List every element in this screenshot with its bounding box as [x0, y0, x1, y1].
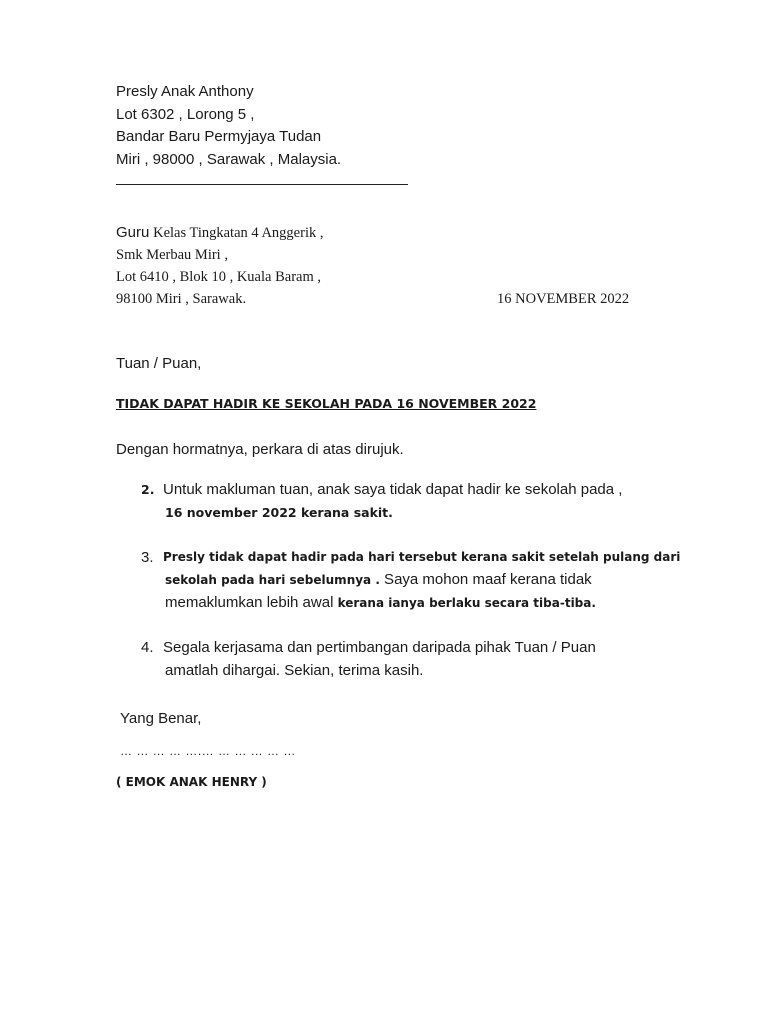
- item-3-line-2-bold: sekolah pada hari sebelumnya .: [165, 573, 380, 587]
- item-3-line-2-rest: Saya mohon maaf kerana tidak: [379, 571, 592, 588]
- item-3-line-3-plain: memaklumkan lebih awal: [165, 594, 334, 611]
- letter-date: 16 NOVEMBER 2022: [497, 291, 630, 307]
- subject-line: TIDAK DAPAT HADIR KE SEKOLAH PADA 16 NOVEMBER 2022: [116, 396, 537, 411]
- item-3-number: 3.: [141, 549, 154, 566]
- recipient-line-2: Smk Merbau Miri ,: [116, 247, 228, 263]
- recipient-line-3: Lot 6410 , Blok 10 , Kuala Baram ,: [116, 269, 321, 285]
- item-3-line-2: [165, 571, 592, 589]
- sender-address-2: Bandar Baru Permyjaya Tudan: [116, 128, 322, 145]
- item-2-line-1: Untuk makluman tuan, anak saya tidak dapat hadir ke sekolah pada ,: [163, 481, 623, 498]
- sender-address-3: Miri , 98000 , Sarawak , Malaysia.: [116, 151, 342, 168]
- salutation: Tuan / Puan,: [116, 355, 202, 372]
- opening-line: Dengan hormatnya, perkara di atas dirujuk.: [116, 441, 404, 458]
- signatory-name: ( EMOK ANAK HENRY ): [116, 775, 267, 789]
- recipient-line-1-prefix: Guru: [116, 224, 150, 241]
- recipient-line-4: 98100 Miri , Sarawak.: [116, 291, 247, 307]
- item-3-line-1: Presly tidak dapat hadir pada hari tersebut kerana sakit setelah pulang dari: [163, 550, 681, 564]
- sender-address-1: Lot 6302 , Lorong 5 ,: [116, 106, 255, 123]
- item-2-line-2: 16 november 2022 kerana sakit.: [165, 505, 393, 520]
- sender-name: Presly Anak Anthony: [116, 83, 254, 100]
- item-2-number: 2.: [141, 482, 155, 497]
- item-4-line-2: amatlah dihargai. Sekian, terima kasih.: [165, 662, 424, 679]
- item-4-number: 4.: [141, 639, 154, 656]
- closing-line: Yang Benar,: [120, 710, 202, 727]
- item-3-line-3-bold: kerana ianya berlaku secara tiba-tiba.: [333, 596, 596, 610]
- item-4-line-1: Segala kerjasama dan pertimbangan daripada pihak Tuan / Puan: [163, 639, 596, 656]
- signature-dots: … … … … ….… … … … … …: [120, 744, 296, 758]
- recipient-line-1-rest: Kelas Tingkatan 4 Anggerik ,: [153, 225, 324, 241]
- recipient-line-1: [116, 224, 323, 242]
- item-3-line-3: [165, 594, 596, 612]
- sender-divider: [116, 184, 408, 185]
